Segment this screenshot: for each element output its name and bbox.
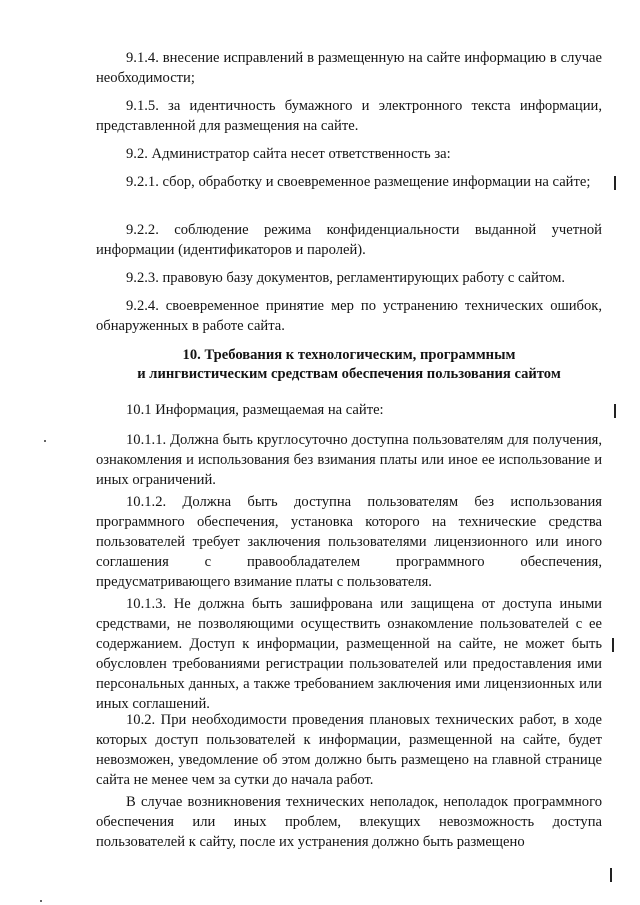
margin-mark	[614, 404, 616, 418]
paragraph-9-2-4: 9.2.4. своевременное принятие мер по устранению технических ошибок, обнаруженных в работе сайта.	[96, 298, 602, 334]
margin-mark	[612, 638, 614, 652]
paragraph-9-1-5: 9.1.5. за идентичность бумажного и электронного текста информации, представленной для размещения на сайте.	[96, 98, 602, 134]
paragraph-9-2-2: 9.2.2. соблюдение режима конфиденциальности выданной учетной информации (идентификаторов и паролей).	[96, 222, 602, 258]
paragraph-9-2: 9.2. Администратор сайта несет ответственность за:	[126, 146, 451, 162]
paragraph-9-1-4: 9.1.4. внесение исправлений в размещенную на сайте информацию в случае необходимости;	[96, 50, 602, 86]
paragraph-final: В случае возникновения технических неполадок, неполадок программного обеспечения или иных проблем, влекущих невозможность доступа пользователей к сайту, после их устранения должно быть размещено	[96, 794, 602, 850]
section-heading-line-2: и лингвистическим средствам обеспечения пользования сайтом	[137, 366, 561, 382]
margin-mark	[614, 176, 616, 190]
section-heading	[96, 346, 602, 384]
paragraph-10-1: 10.1 Информация, размещаемая на сайте:	[126, 402, 384, 418]
scan-dot	[40, 900, 42, 902]
paragraph-10-1-2: 10.1.2. Должна быть доступна пользователям без использования программного обеспечения, установка которого на технические средства пользователей требует заключения пользователями лицензионного или иного соглашения с правообладателем программного обеспечения, предусматривающего взимание платы с пользователя.	[96, 494, 602, 590]
section-heading-line-1: 10. Требования к технологическим, программным	[182, 347, 516, 363]
paragraph-10-2: 10.2. При необходимости проведения плановых технических работ, в ходе которых доступ пользователей к информации, размещенной на сайте, будет невозможен, уведомление об этом должно быть размещено на главной странице сайта не менее чем за сутки до начала работ.	[96, 712, 602, 788]
margin-mark	[610, 868, 612, 882]
paragraph-9-2-3: 9.2.3. правовую базу документов, регламентирующих работу с сайтом.	[126, 270, 565, 286]
scan-dot	[44, 440, 46, 442]
paragraph-9-2-1: 9.2.1. сбор, обработку и своевременное размещение информации на сайте;	[126, 174, 591, 190]
paragraph-10-1-3: 10.1.3. Не должна быть зашифрована или защищена от доступа иными средствами, не позволяющими осуществить ознакомление пользователей с ее содержанием. Доступ к информации, размещенной на сайте, не может быть обусловлен требованиями регистрации пользователей или предоставления ими персональных данных, а также требованием заключения ими лицензионных или иных соглашений.	[96, 596, 602, 712]
paragraph-10-1-1: 10.1.1. Должна быть круглосуточно доступна пользователям для получения, ознакомления и использования без взимания платы или иное ее использование и иных ограничений.	[96, 432, 602, 488]
